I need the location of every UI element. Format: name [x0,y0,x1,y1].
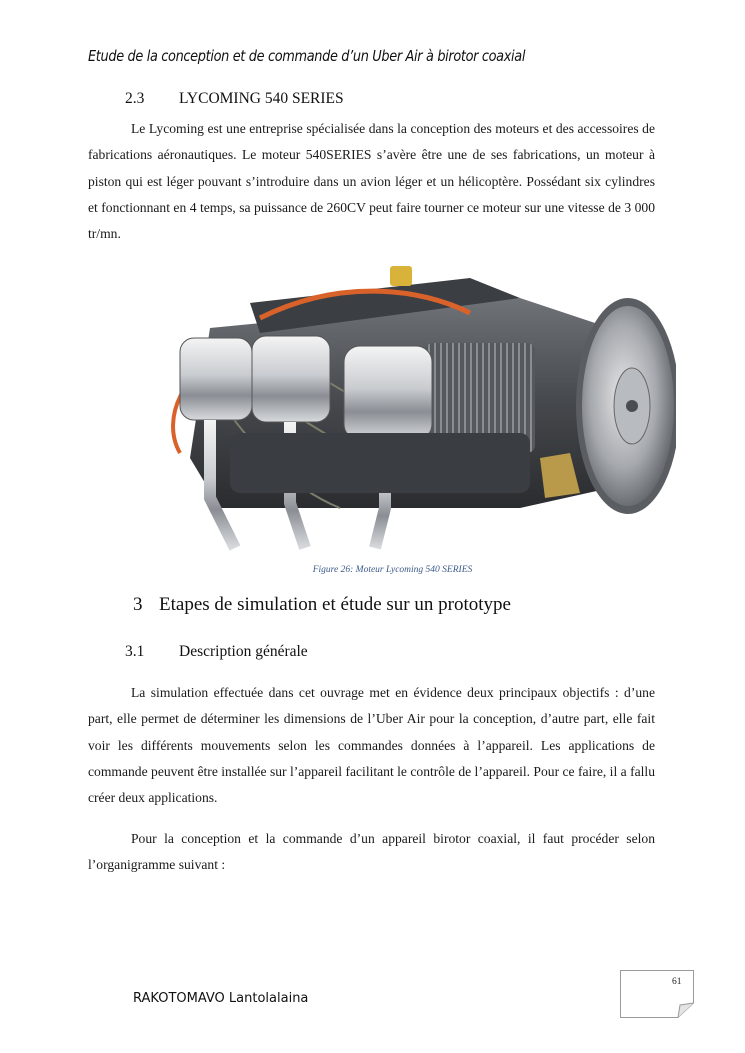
section-number: 3 [133,594,143,615]
section-3-heading [133,594,511,616]
figure-caption: Figure 26: Moteur Lycoming 540 SERIES [312,565,473,575]
section-2-3-paragraph: Le Lycoming est une entreprise spécialisée dans la conception des moteurs et des accessoires de fabrications aéronautiques. Le moteur 540SERIES s’avère être une de ses fabrications, un moteur à piston qui est léger pouvant s’introduire dans un avion léger et un hélicoptère. Possédant six cylindres et fonctionnant en 4 temps, sa puissance de 260CV peut faire tourner ce moteur sur une vitesse de 3 000 tr/mn. [88,121,655,242]
section-3-1-paragraph-2: Pour la conception et la commande d’un appareil birotor coaxial, il faut procéder selon l’organigramme suivant : [88,831,655,873]
section-2-3-heading [125,90,344,108]
section-number: 2.3 [125,90,145,107]
running-header-title: Etude de la conception et de commande d’un Uber Air à birotor coaxial [88,47,526,65]
section-3-1-paragraph-1: La simulation effectuée dans cet ouvrage met en évidence deux principaux objectifs : d’une part, elle permet de déterminer les dimensions de l’Uber Air pour la conception, d’autre part, elle fait voir les différents mouvements selon les commandes données à l’appareil. Les applications de commande peuvent être installée sur l’appareil facilitant le contrôle de l’appareil. Pour ce faire, il a fallu créer deux applications. [88,685,655,806]
footer-author: RAKOTOMAVO Lantolalaina [133,991,309,1006]
section-number: 3.1 [125,643,145,660]
page-number-box [620,970,694,1018]
section-title: Description générale [179,643,308,660]
lycoming-engine-figure [140,258,676,554]
section-title: Etapes de simulation et étude sur un prototype [159,594,511,615]
section-title: LYCOMING 540 SERIES [179,90,344,107]
page-number: 61 [672,977,682,987]
section-3-1-heading [125,643,308,661]
